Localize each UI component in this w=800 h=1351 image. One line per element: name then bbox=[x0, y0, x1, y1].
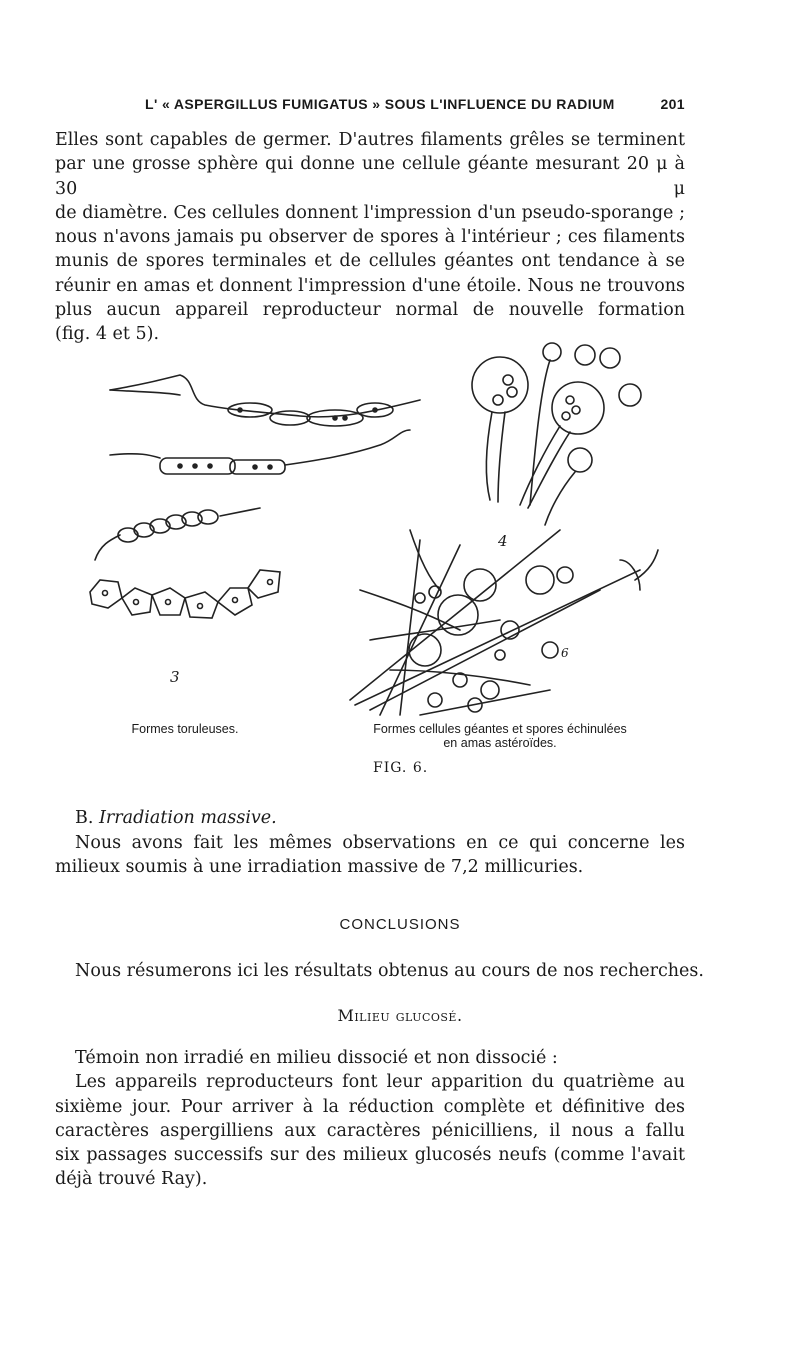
caption-left-text: Formes toruleuses. bbox=[131, 722, 239, 736]
text-line: Les appareils reproducteurs font leur apparition du quatrième au bbox=[75, 1072, 685, 1093]
text-line: Témoin non irradié en milieu dissocié et non dissocié : bbox=[75, 1048, 558, 1068]
paragraph-1 bbox=[55, 128, 685, 347]
milieu-glucose-heading: Milieu glucosé. bbox=[337, 1006, 463, 1025]
panel-number-6: 6 bbox=[561, 646, 569, 660]
text-line: de diamètre. Ces cellules donnent l'impression d'un pseudo-sporange ; bbox=[55, 202, 685, 223]
caption-right-line-2: en amas astéroïdes. bbox=[443, 736, 557, 750]
text-line: six passages successifs sur des milieux glucosés neufs (comme l'avait bbox=[55, 1145, 685, 1166]
text-line: déjà trouvé Ray). bbox=[55, 1169, 208, 1190]
conclusions-heading: CONCLUSIONS bbox=[339, 916, 461, 933]
figure-label: FIG. 6. bbox=[373, 760, 429, 776]
panel-number-3: 3 bbox=[170, 668, 180, 686]
figure-drawing bbox=[80, 330, 680, 770]
text-line: nous n'avons jamais pu observer de spores à l'intérieur ; ces filaments bbox=[55, 227, 685, 248]
stellate-mass-drawing bbox=[350, 530, 658, 715]
text-line: sixième jour. Pour arriver à la réduction complète et définitive des bbox=[55, 1096, 685, 1117]
running-header bbox=[145, 96, 685, 112]
caption-right bbox=[330, 722, 670, 750]
toruleuse-drawing bbox=[90, 375, 420, 618]
conclusions-paragraph bbox=[55, 1046, 685, 1192]
text-line: Nous résumerons ici les résultats obtenus au cours de nos recherches. bbox=[75, 961, 704, 981]
section-b-title: Irradiation massive. bbox=[99, 808, 277, 828]
text-line: par une grosse sphère qui donne une cellule géante mesurant 20 μ à 30 μ bbox=[55, 154, 685, 199]
conclusions-intro bbox=[55, 959, 704, 983]
section-b-paragraph bbox=[55, 831, 685, 880]
figure-6 bbox=[80, 330, 680, 770]
text-line: (fig. 4 et 5). bbox=[55, 324, 160, 345]
caption-left bbox=[95, 722, 275, 736]
page-number: 201 bbox=[660, 96, 685, 112]
section-b-heading bbox=[75, 808, 277, 828]
section-b-letter: B. bbox=[75, 808, 94, 828]
text-line: caractères aspergilliens aux caractères pénicilliens, il nous a fallu bbox=[55, 1120, 685, 1141]
text-line: Nous avons fait les mêmes observations en ce qui concerne les bbox=[75, 833, 685, 853]
giant-cells-drawing bbox=[472, 343, 641, 525]
text-line: munis de spores terminales et de cellules géantes ont tendance à se bbox=[55, 251, 685, 272]
text-line: plus aucun appareil reproducteur normal de nouvelle formation bbox=[55, 300, 685, 321]
text-line: milieux soumis à une irradiation massive de 7,2 millicuries. bbox=[55, 857, 584, 878]
text-line: Elles sont capables de germer. D'autres filaments grêles se terminent bbox=[55, 130, 685, 150]
text-line: réunir en amas et donnent l'impression d'une étoile. Nous ne trouvons bbox=[55, 275, 685, 296]
caption-right-line-1: Formes cellules géantes et spores échinulées bbox=[373, 722, 627, 736]
running-title: L' « ASPERGILLUS FUMIGATUS » SOUS L'INFLUENCE DU RADIUM bbox=[145, 96, 615, 112]
panel-number-4: 4 bbox=[498, 532, 508, 550]
